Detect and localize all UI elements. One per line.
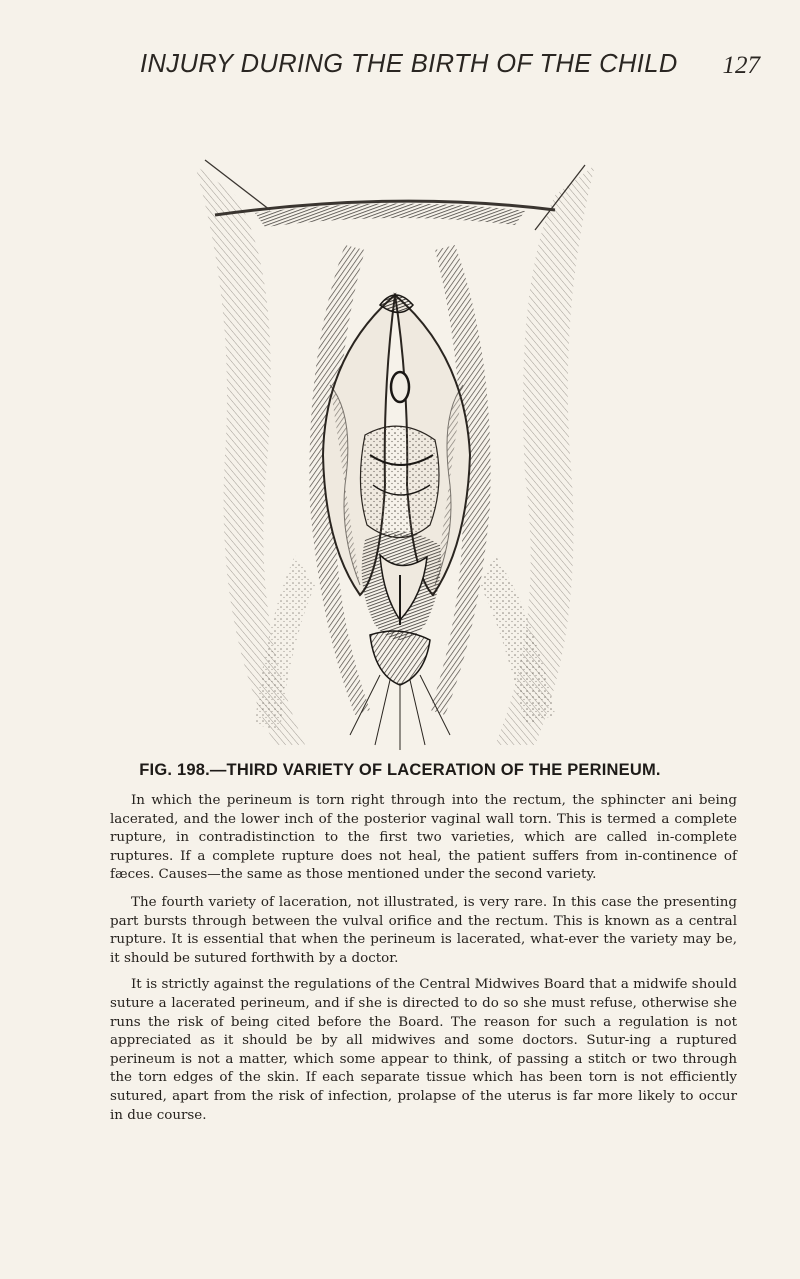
paragraph: The fourth variety of laceration, not illustrated, is very rare. In this case the presenting part bursts through between the vulval orifice and the rectum. This is known as a central rupture. It is essential that when the perineum is lacerated, what-ever the variety may be, it should be sutured forthwith by a doctor. — [110, 894, 737, 966]
page-number: 127 — [722, 52, 760, 79]
running-title: INJURY DURING THE BIRTH OF THE CHILD — [140, 50, 678, 78]
running-head — [140, 50, 760, 84]
anatomical-illustration — [195, 155, 595, 755]
figure-illustration — [195, 155, 595, 755]
paragraph: In which the perineum is torn right through into the rectum, the sphincter ani being lacerated, and the lower inch of the posterior vaginal wall torn. This is termed a complete rupture, in contradistinction to the first two varieties, which are called in-complete ruptures. If a complete rupture does not heal, the patient suffers from in-continence of fæces. Causes—the same as those mentioned under the second variety. — [110, 793, 737, 883]
figure-caption: FIG. 198.—THIRD VARIETY OF LACERATION OF THE PERINEUM. — [139, 761, 661, 779]
body-text — [110, 792, 737, 1125]
paragraph: It is strictly against the regulations of the Central Midwives Board that a midwife should suture a lacerated perineum, and if she is directed to do so she must refuse, otherwise she runs the risk of being cited before the Board. The reason for such a regulation is not appreciated as it should be by all midwives and some doctors. Sutur-ing a ruptured perineum is not a matter, which some appear to think, of passing a stitch or two through the torn edges of the skin. If each separate tissue which has been torn is not efficiently sutured, apart from the risk of infection, prolapse of the uterus is far more likely to occur in due course. — [110, 977, 737, 1123]
